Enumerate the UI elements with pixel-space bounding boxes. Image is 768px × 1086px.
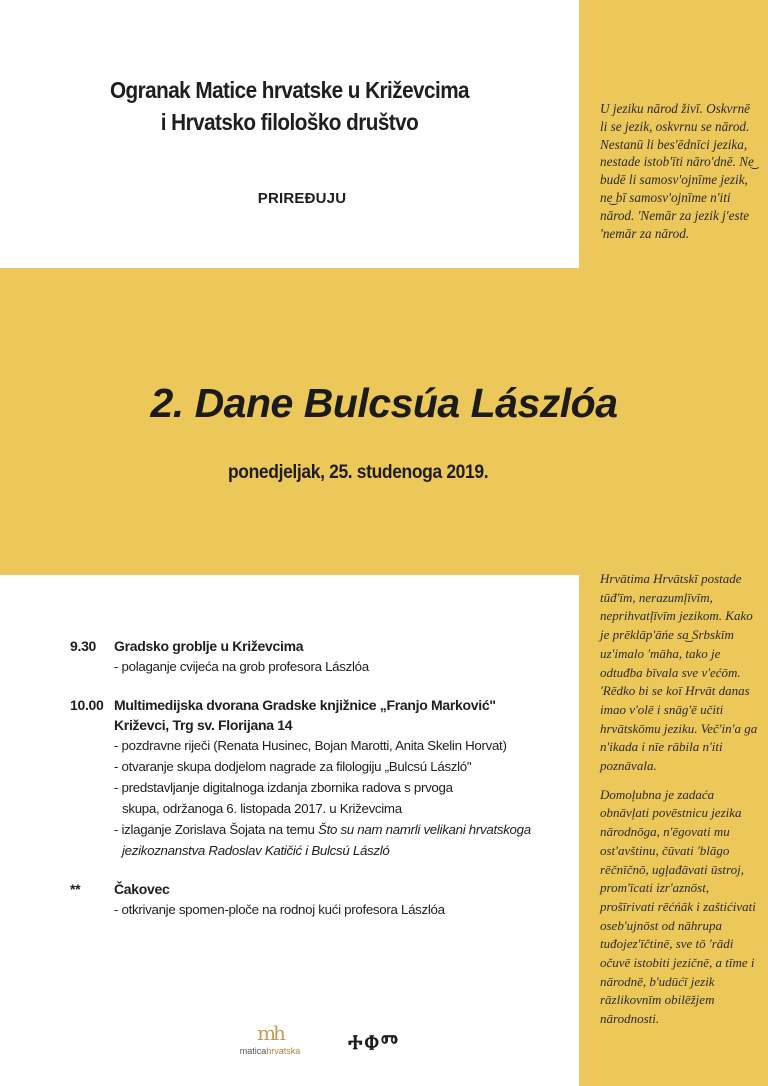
- quote-bottom: [600, 570, 760, 1039]
- matica-mark-icon: mh: [257, 1021, 283, 1045]
- quote-bottom-paragraph-2: Domoļubna je zadaća obnāvļati povēstnicu jezika nārodnōga, n'ēgovati mu ost'avštinu, čūvati 'blāgo rēčnīčnō, ugļađāvati ūstroj, prom'īcati izr'aznōst, prošīrivati rēćńāk i zaštićivati oseb'ujnōst od nāhrupa tuđojez'īčtinē, sve tō 'rādi očuvē istobiti jezičnē, a tīme i nārodnē, b'udūćī jezik rāzlikovnīm obilēžjem nārodnosti.: [600, 786, 756, 1027]
- glagolitic-logo: ⰀⰗⰕ: [348, 1030, 400, 1054]
- presents-label: PRIREĐUJU: [257, 190, 347, 207]
- program-activity: - otvaranje skupa dodjelom nagrade za filologiju „Bulcsú László": [114, 759, 472, 774]
- hrvatska-text: hrvatska: [266, 1046, 301, 1056]
- program-activity: [114, 777, 575, 819]
- program-activity-line: - izlaganje Zorislava Šojata na temu: [114, 822, 315, 837]
- event-date: ponedjeljak, 25. studenoga 2019.: [228, 462, 489, 483]
- program-activity-line: skupa, održanoga 6. listopada 2017. u Križevcima: [122, 801, 402, 816]
- program-activity: - polaganje cvijeća na grob profesora Lászlóa: [114, 659, 369, 674]
- program-item: [70, 695, 575, 861]
- program-item: [70, 636, 575, 677]
- program-time: 10.00: [70, 697, 104, 713]
- lecture-title-line: jezikoznanstva Radoslav Katičić i Bulcsú László: [122, 843, 390, 858]
- organizer-line-2: i Hrvatsko filološko društvo: [160, 109, 419, 135]
- program-activity: - otkrivanje spomen-ploče na rodnoj kući profesora Lászlóa: [114, 902, 445, 917]
- program-place: Gradsko groblje u Križevcima: [114, 638, 304, 654]
- program-schedule: [70, 636, 575, 938]
- program-item: [70, 879, 575, 920]
- program-address: Križevci, Trg sv. Florijana 14: [114, 717, 293, 733]
- program-time: **: [70, 881, 81, 897]
- program-activity-line: - predstavljanje digitalnoga izdanja zbornika radova s prvoga: [114, 780, 453, 795]
- organizers-header: [0, 74, 579, 138]
- matica-hrvatska-logo: [220, 1022, 320, 1056]
- matica-text: matica: [239, 1046, 267, 1056]
- lecture-title: Što su nam namrli velikani hrvatskoga: [318, 822, 531, 837]
- event-title: 2. Dane Bulcsúa Lászlóa: [150, 380, 618, 426]
- program-place: Multimedijska dvorana Gradske knjižnice „Franjo Marković": [114, 697, 496, 713]
- program-activity: - pozdravne riječi (Renata Husinec, Bojan Marotti, Anita Skelin Horvat): [114, 738, 507, 753]
- quote-bottom-paragraph-1: Hrvātima Hrvātskī postade tūđ'īm, nerazumļīvīm, neprihvatļīvīm jezikom. Kako je prēklāp'āńe sa͜ Srbskīm uz'imalo 'māha, tako je odtuđba bīvala sve v'ećōm. 'Rēdko bi se koī Hrvāt danas imao v'olē i snāg'ē učiti hrvātskōmu jeziku. Več'in'a ga n'ikada i nīe rābila n'iti poznāvala.: [600, 571, 758, 774]
- quote-top: U jeziku nārod živī. Oskvrnē li se jezik, oskvrnu se nārod. Nestanū li bes'ēdnīci jezika, nestade istob'īti nāro'dnē. Ne͜ budē li samosv'ojnīme jezik, ne͜ bī samosv'ojnīme n'iti nārod. 'Nemār za jezik j'este 'nemār za nārod.: [600, 101, 754, 241]
- program-activity: [114, 819, 575, 861]
- organizer-line-1: Ogranak Matice hrvatske u Križevcima: [109, 77, 470, 103]
- sponsor-logos: [220, 1022, 460, 1062]
- program-place: Čakovec: [114, 881, 170, 897]
- program-time: 9.30: [70, 638, 97, 654]
